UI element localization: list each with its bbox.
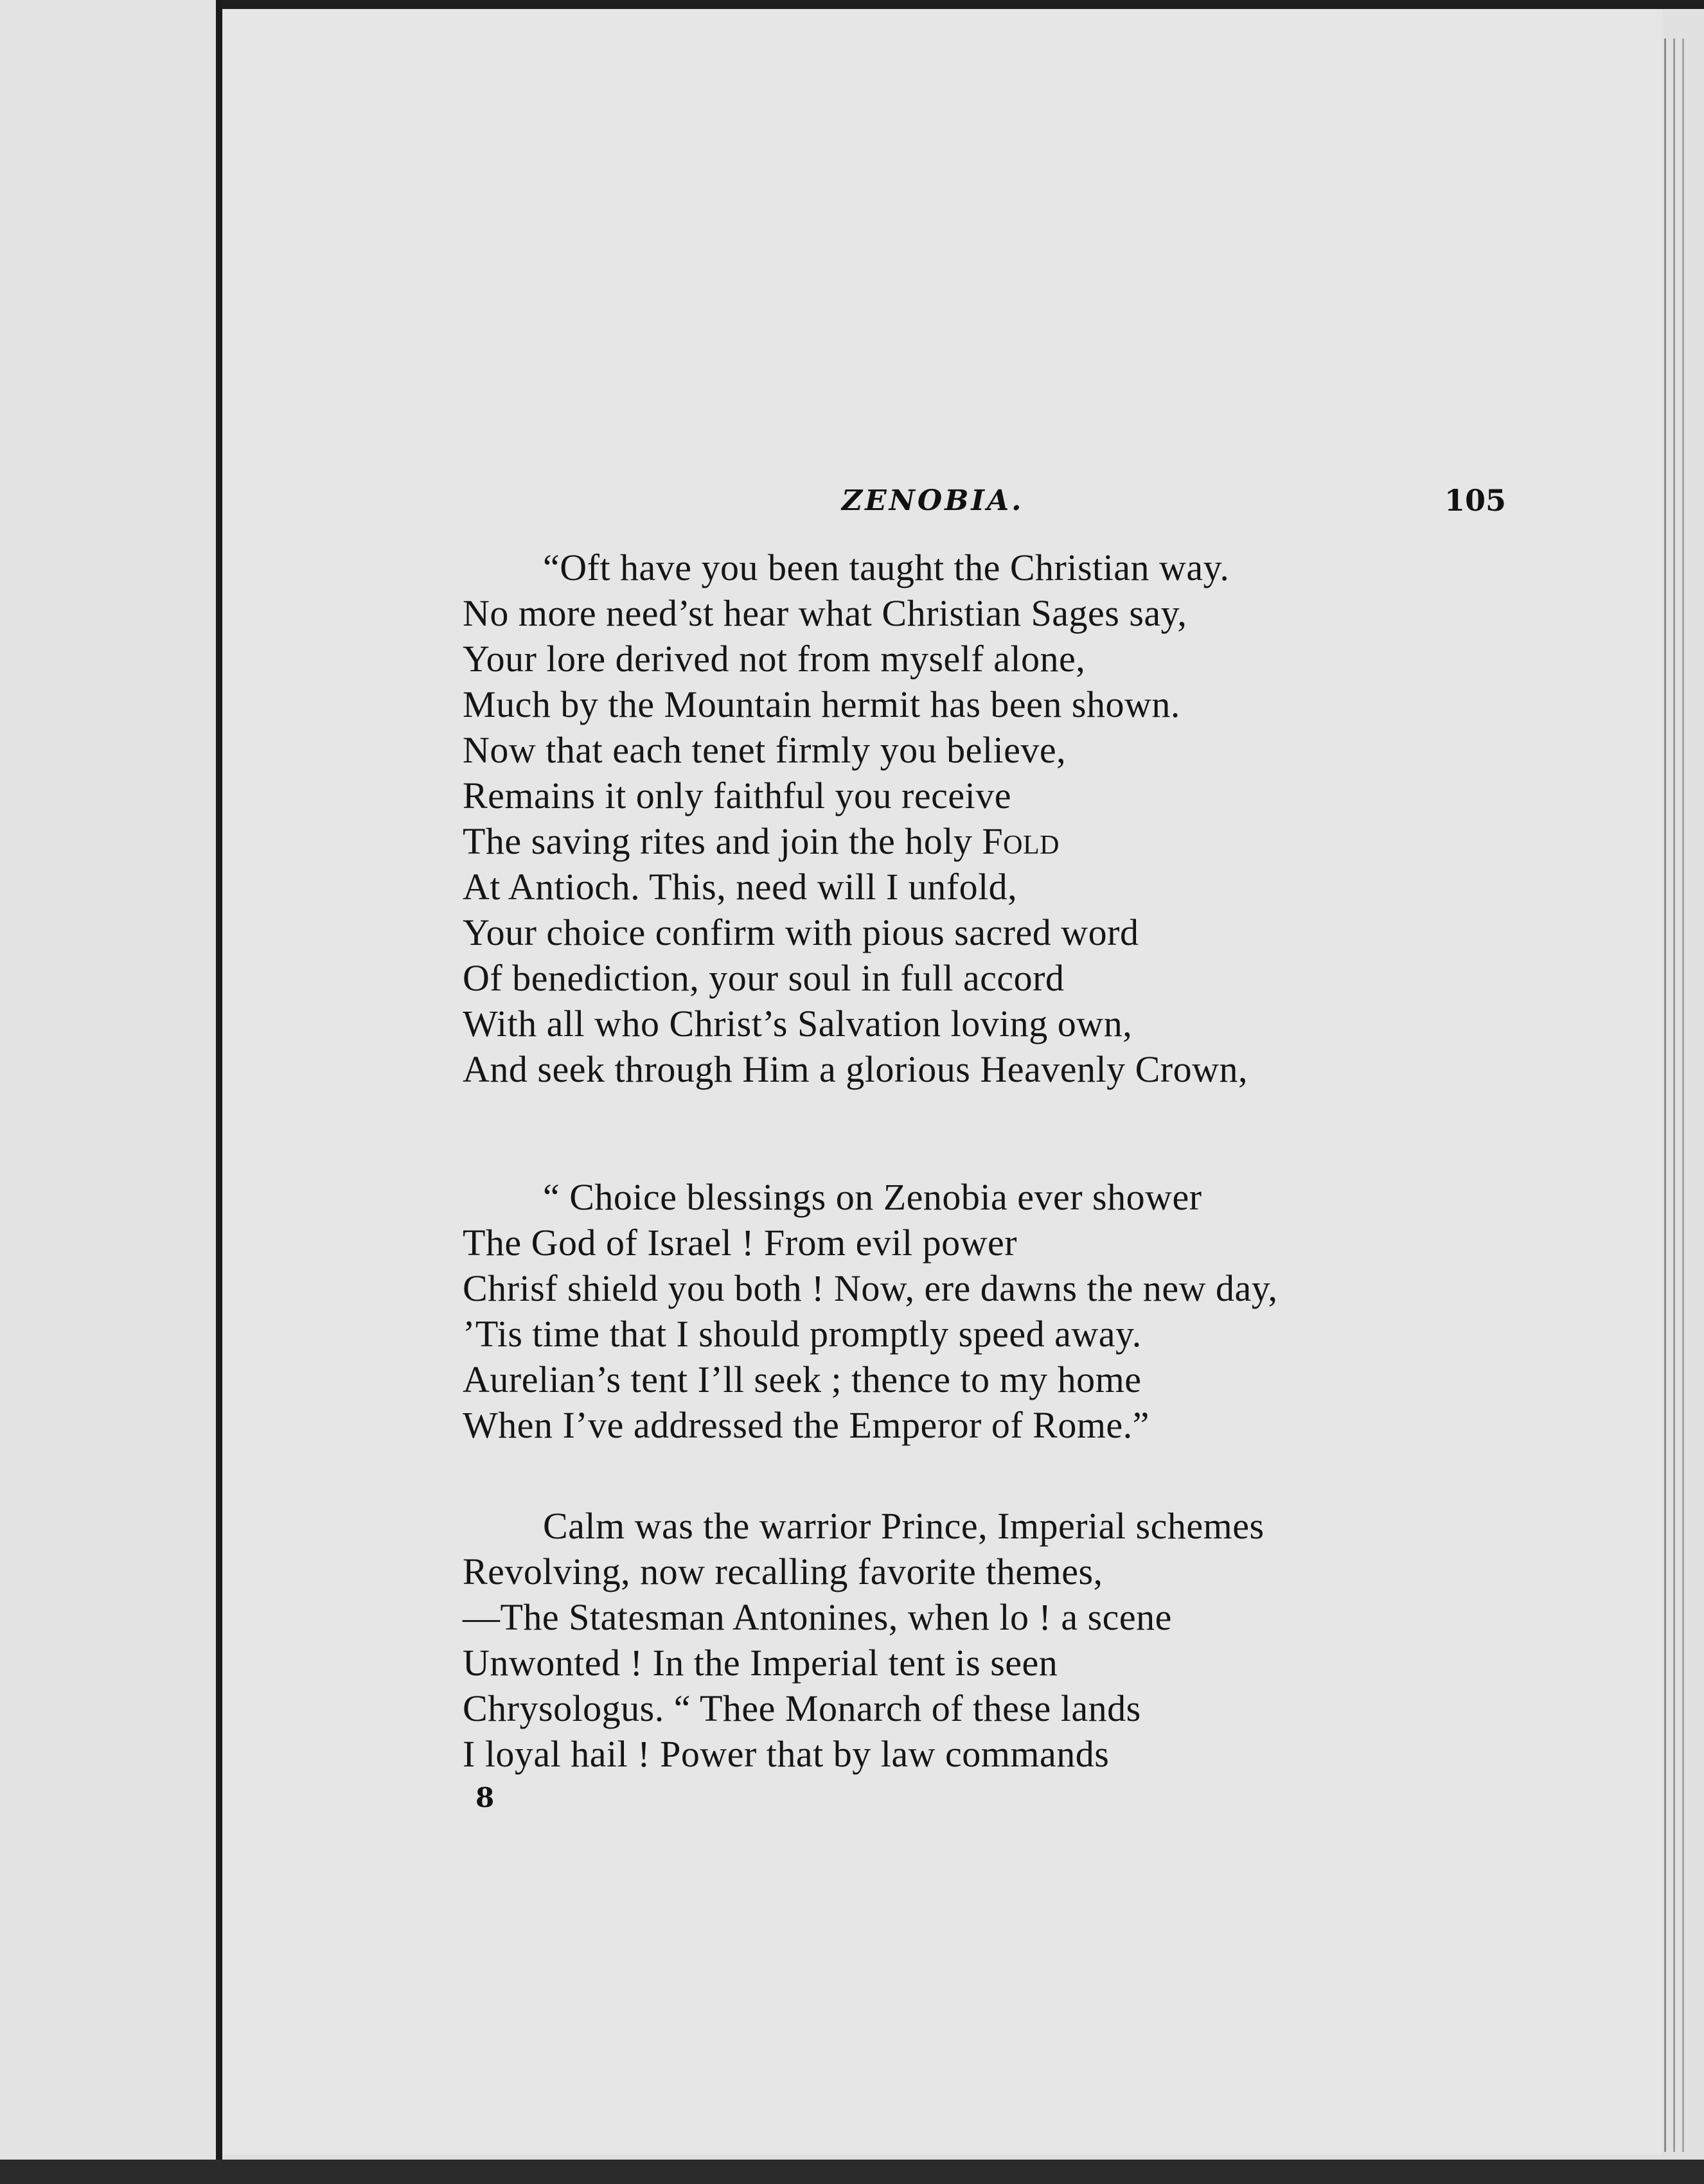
verse-line-with-smallcaps xyxy=(463,818,1248,864)
page-number: 105 xyxy=(1444,483,1507,518)
verse-line: “Oft have you been taught the Christian way. xyxy=(543,547,1230,588)
stanza-1 xyxy=(463,545,1248,1092)
verse-line: Your choice confirm with pious sacred word xyxy=(463,911,1139,953)
smallcaps-initial: F xyxy=(982,820,1004,862)
verse-line: When I’ve addressed the Emperor of Rome.” xyxy=(463,1404,1149,1446)
verse-line: Of benediction, your soul in full accord xyxy=(463,957,1065,999)
verse-line-text: The saving rites and join the holy xyxy=(463,820,973,862)
page-edge-line xyxy=(1673,39,1675,2152)
signature-mark: 8 xyxy=(475,1782,495,1813)
stanza-3 xyxy=(463,1503,1265,1777)
verse-line: No more need’st hear what Christian Sages say, xyxy=(463,592,1187,634)
verse-line: “ Choice blessings on Zenobia ever shower xyxy=(543,1176,1202,1218)
verse-line: ’Tis time that I should promptly speed away. xyxy=(463,1313,1142,1355)
verse-line: Much by the Mountain hermit has been shown. xyxy=(463,683,1180,725)
verse-line: Aurelian’s tent I’ll seek ; thence to my home xyxy=(463,1359,1142,1400)
book-gutter-line xyxy=(216,0,222,2171)
verse-line: And seek through Him a glorious Heavenly Crown, xyxy=(463,1048,1248,1090)
verse-line: Now that each tenet firmly you believe, xyxy=(463,729,1067,771)
verse-line: —The Statesman Antonines, when lo ! a scene xyxy=(463,1596,1172,1638)
verse-line: At Antioch. This, need will I unfold, xyxy=(463,866,1018,908)
stanza-2 xyxy=(463,1174,1277,1448)
verse-line: Chrisf shield you both ! Now, ere dawns the new day, xyxy=(463,1267,1278,1309)
running-head: ZENOBIA. xyxy=(842,484,1024,517)
verse-line: I loyal hail ! Power that by law commands xyxy=(463,1733,1110,1775)
verse-line: Chrysologus. “ Thee Monarch of these lands xyxy=(463,1687,1141,1729)
bottom-scan-border xyxy=(0,2160,1704,2184)
verse-line: Revolving, now recalling favorite themes, xyxy=(463,1551,1103,1592)
top-scan-border xyxy=(222,0,1704,9)
verse-line: Your lore derived not from myself alone, xyxy=(463,638,1086,680)
verse-line: Remains it only faithful you receive xyxy=(463,775,1011,816)
left-page-edge xyxy=(0,0,222,2184)
page-edge-line xyxy=(1664,39,1666,2152)
verse-line: Unwonted ! In the Imperial tent is seen xyxy=(463,1642,1058,1684)
verse-line: Calm was the warrior Prince, Imperial schemes xyxy=(543,1505,1265,1547)
page-edge-line xyxy=(1682,39,1684,2152)
smallcaps-rest: OLD xyxy=(1003,831,1060,860)
verse-line: With all who Christ’s Salvation loving own, xyxy=(463,1003,1133,1044)
verse-line: The God of Israel ! From evil power xyxy=(463,1222,1018,1264)
